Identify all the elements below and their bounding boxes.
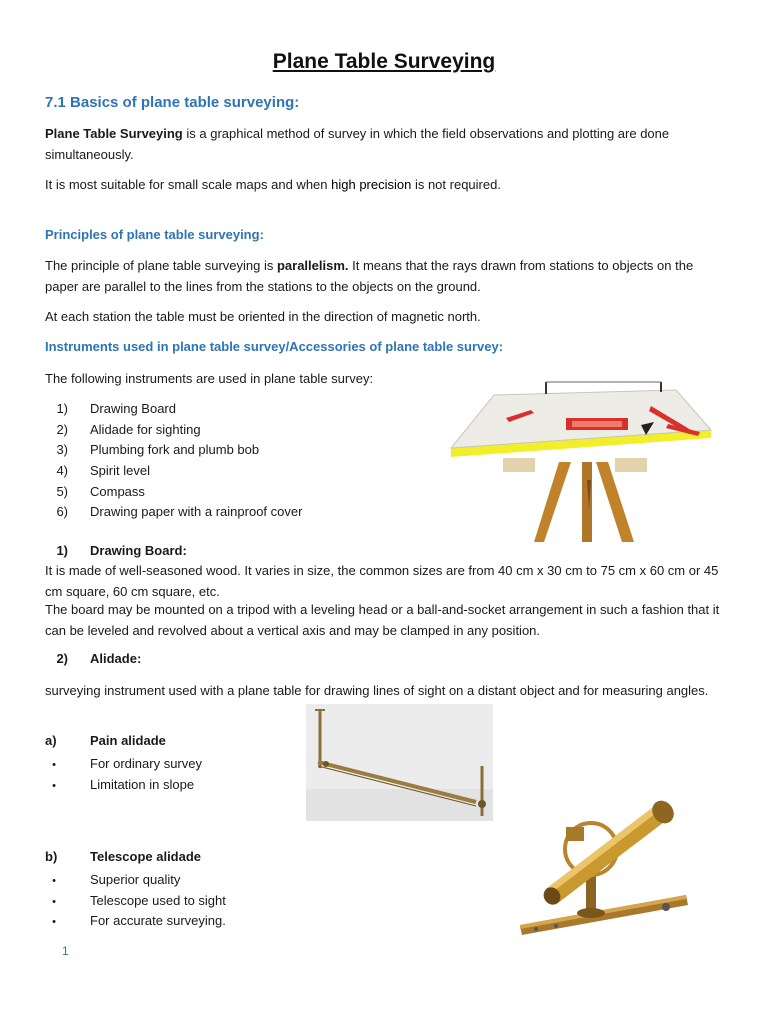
bullet-icon: • [52,779,56,792]
drawing-board-desc: It is made of well-seasoned wood. It varies in size, the common sizes are from 40 cm x 30 cm to 75 cm x 60 cm or 45 cm square, 60 cm square, etc. [45,563,719,599]
list-item-label: Telescope used to sight [90,892,226,908]
list-item-label: Compass [90,483,145,499]
list-item-label: Alidade for sighting [90,421,201,437]
principle-keyword: parallelism. [276,258,349,273]
plain-alidade-image [306,704,493,821]
list-item [45,911,285,932]
instruments-intro: The following instruments are used in plane table survey: [45,371,374,386]
list-item [45,754,285,775]
orientation-paragraph: At each station the table must be oriented in the direction of magnetic north. [45,309,481,324]
drawing-board-title: Drawing Board: [90,543,187,558]
list-item: 5) Compass [56,483,145,499]
list-item [45,891,285,912]
list-item [45,775,285,796]
suitability-paragraph [45,175,725,196]
alidade-title: Alidade: [90,651,142,666]
telescope-alidade-title: Telescope alidade [90,849,202,864]
alidade-heading: 2) Alidade: [56,651,142,666]
plane-table-image [446,380,726,544]
list-item-label: Spirit level [90,463,150,479]
list-item-label: Drawing Board [90,401,176,416]
list-item: 6) Drawing paper with a rainproof cover [56,504,303,520]
drawing-board-mount: The board may be mounted on a tripod with a leveling head or a ball-and-socket arrangement in such a fashion that it can be leveled and revolved about a vertical axis and may be clamped in any position. [45,602,720,638]
list-item-label: Drawing paper with a rainproof cover [90,504,303,520]
list-item-label: Limitation in slope [90,776,195,792]
page-title: Plane Table Surveying [272,50,496,73]
plain-alidade-heading: a) Pain alidade [45,733,166,748]
principle-text: The principle of plane table surveying is [45,258,277,273]
intro-term: Plane Table Surveying [45,126,183,141]
list-item-label: Superior quality [90,872,181,887]
list-item-label: For ordinary survey [90,756,202,771]
list-item: 1) Drawing Board [56,401,176,416]
telescope-alidade-heading: b) Telescope alidade [45,849,202,864]
principle-paragraph [45,256,725,297]
drawing-board-heading: 1) Drawing Board: [56,543,187,558]
bullet-icon: • [52,895,56,908]
suitability-text-end: is not required. [411,177,501,192]
intro-paragraph [45,124,725,165]
instruments-heading: Instruments used in plane table survey/Accessories of plane table survey: [45,339,504,354]
list-item-label: For accurate surveying. [90,913,226,929]
instruments-list [45,399,425,523]
plain-alidade-title: Pain alidade [90,733,166,748]
plain-alidade-list [45,754,285,795]
list-item: 3) Plumbing fork and plumb bob [56,442,260,458]
list-item: 4) Spirit level [56,463,150,479]
bullet-icon: • [52,759,56,771]
principles-heading: Principles of plane table surveying: [45,227,264,242]
principle-text-end: It means that the rays drawn from stations to objects on the paper are parallel to the lines from the stations to the objects on the ground. [45,258,694,294]
bullet-icon: • [52,875,56,887]
list-item [45,870,285,891]
bullet-icon: • [52,916,56,929]
intro-text: is a graphical method of survey in which the field observations and plotting are done simultaneously. [45,126,670,162]
section-heading: 7.1 Basics of plane table surveying: [45,94,300,111]
alidade-desc: surveying instrument used with a plane table for drawing lines of sight on a distant object and for measuring angles. [45,683,709,698]
suitability-text: It is most suitable for small scale maps and when [45,177,332,192]
list-item: 2) Alidade for sighting [56,421,201,437]
telescope-alidade-image [516,787,692,940]
suitability-emphasis: high precision [331,177,412,192]
page-number: 1 [62,944,69,958]
list-item-label: Plumbing fork and plumb bob [90,442,260,458]
telescope-alidade-list [45,870,285,932]
